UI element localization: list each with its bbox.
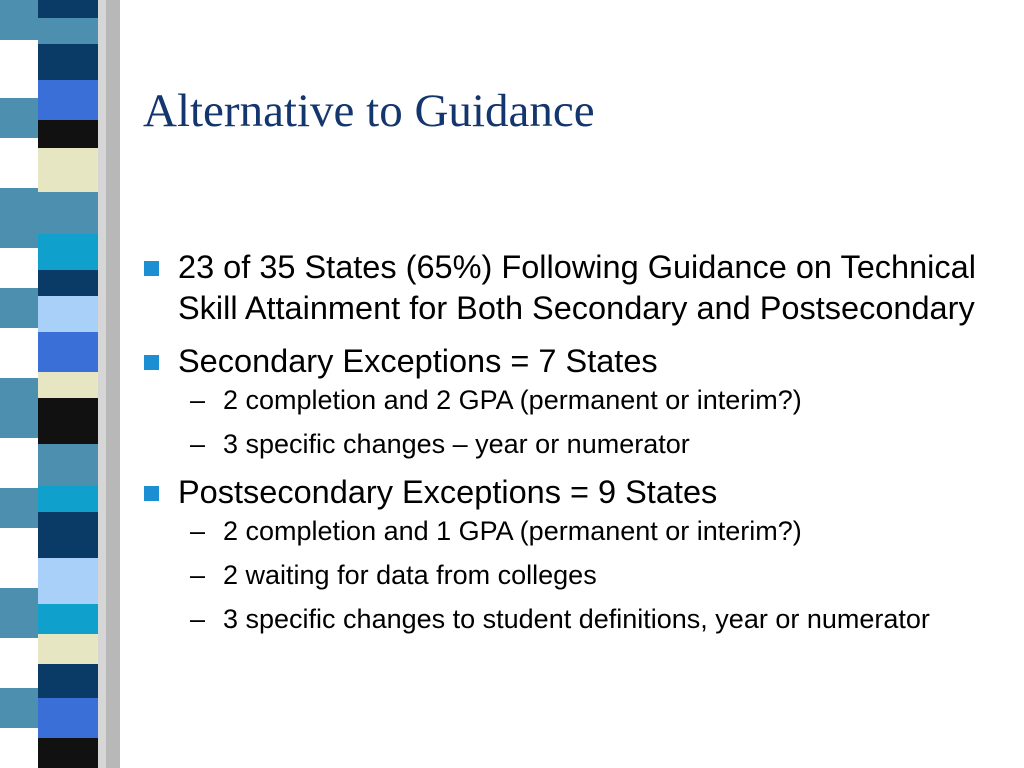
square-bullet-icon	[144, 355, 159, 370]
square-bullet-icon	[144, 486, 159, 501]
dash-marker: –	[190, 385, 206, 415]
bullet-text: Secondary Exceptions = 7 States	[178, 343, 658, 379]
sub-bullet-item	[178, 428, 993, 460]
dash-marker: –	[190, 604, 206, 634]
bullet-item-postsecondary-exceptions	[143, 472, 993, 635]
dash-marker: –	[190, 516, 206, 546]
sub-bullet-text: 2 completion and 1 GPA (permanent or interim?)	[223, 516, 802, 546]
decorative-stripe-bar	[0, 0, 120, 768]
dash-marker: –	[190, 429, 206, 459]
dash-marker: –	[190, 560, 206, 590]
sub-bullet-item	[178, 559, 993, 591]
sub-bullet-item	[178, 603, 993, 635]
square-bullet-icon	[144, 261, 159, 276]
sub-bullet-item	[178, 515, 993, 547]
sub-bullet-text: 3 specific changes to student definitions, year or numerator	[223, 604, 930, 634]
sub-bullet-list	[178, 384, 993, 460]
bullet-item-secondary-exceptions	[143, 341, 993, 460]
bullet-list	[143, 247, 993, 647]
slide-title: Alternative to Guidance	[143, 85, 595, 137]
sub-bullet-list	[178, 515, 993, 635]
bullet-item-states-following-guidance	[143, 247, 993, 329]
sub-bullet-text: 2 completion and 2 GPA (permanent or interim?)	[223, 385, 802, 415]
sub-bullet-text: 2 waiting for data from colleges	[223, 560, 597, 590]
bullet-text: 23 of 35 States (65%) Following Guidance on Technical Skill Attainment for Both Secondary and Postsecondary	[178, 249, 976, 326]
sub-bullet-item	[178, 384, 993, 416]
sub-bullet-text: 3 specific changes – year or numerator	[223, 429, 690, 459]
bullet-text: Postsecondary Exceptions = 9 States	[178, 474, 718, 510]
